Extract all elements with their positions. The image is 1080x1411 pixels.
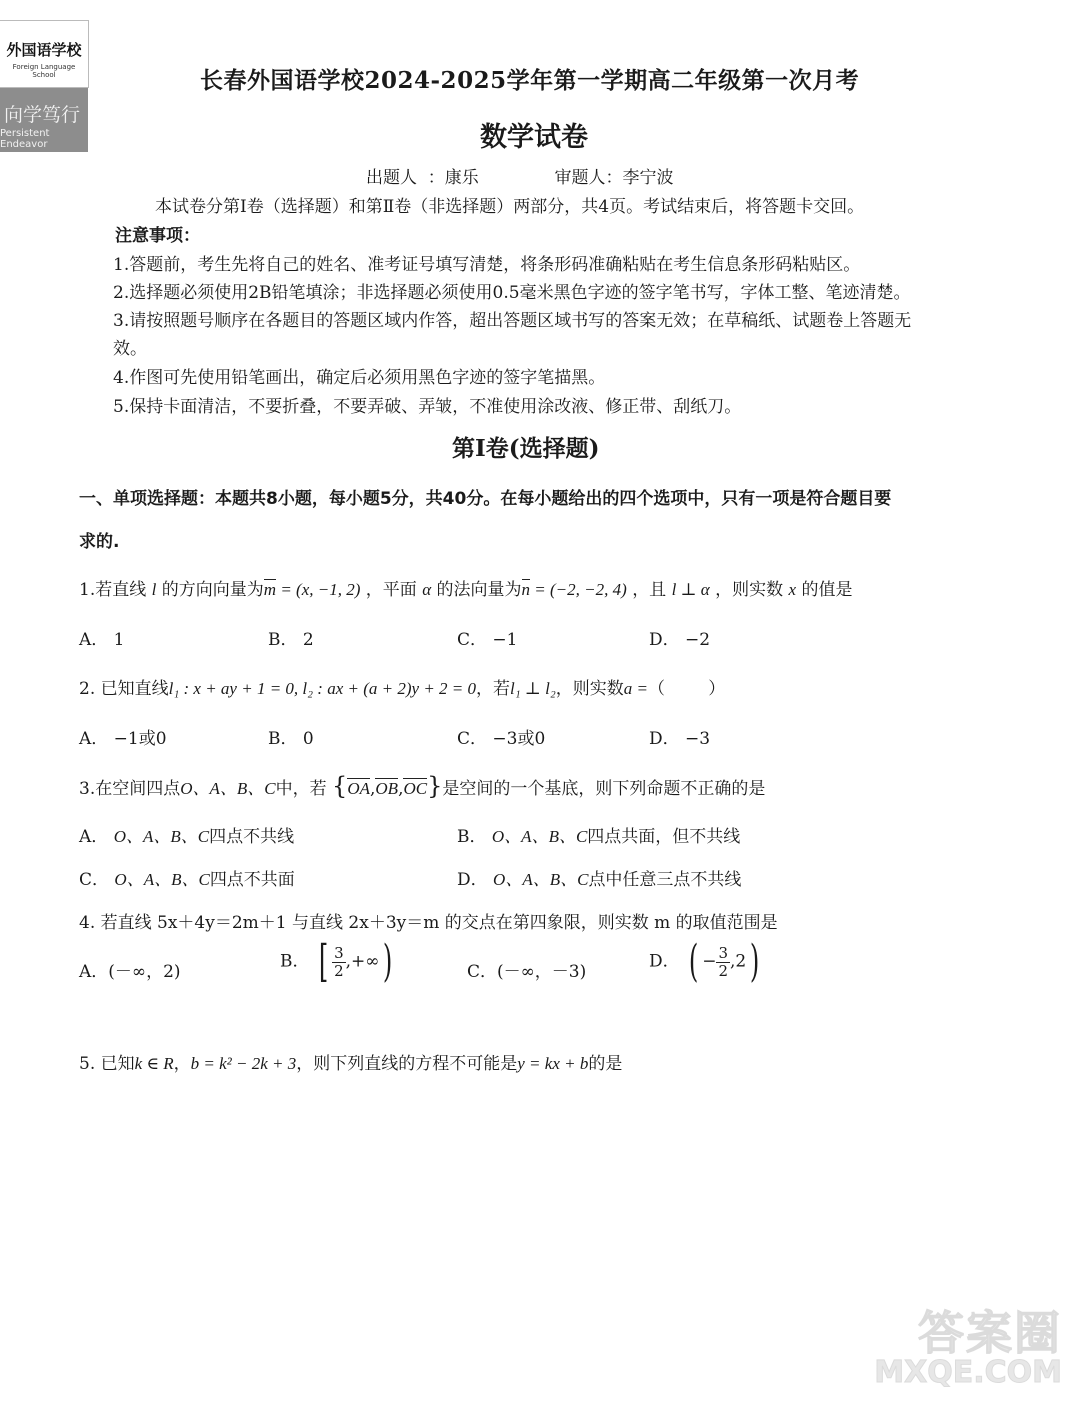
exam-intro: 本试卷分第Ⅰ卷（选择题）和第Ⅱ卷（非选择题）两部分，共4页。考试结束后，将答题卡交回。 xyxy=(155,197,865,217)
question-3: 3.在空间四点O、A、B、C中，若 {OA,OB,OC}是空间的一个基底，则下列命题不正确的是 xyxy=(79,772,766,800)
motto-english: Persistent Endeavor xyxy=(0,128,50,150)
watermark-text-en: MXQE.COM xyxy=(874,1355,1062,1390)
notes-heading: 注意事项： xyxy=(115,226,200,246)
vector-oc: OC xyxy=(403,779,428,798)
school-logo-name: 外国语学校 xyxy=(6,41,82,59)
note-item: 效。 xyxy=(113,339,147,359)
section-instructions-line1: 一、单项选择题：本题共8小题，每小题5分，共40分。在每小题给出的四个选项中，只有一项是符合题目要 xyxy=(79,489,892,509)
q1-option-a: A． 1 xyxy=(79,630,125,650)
vector-m: m xyxy=(263,580,277,599)
vector-oa: OA xyxy=(347,779,370,798)
school-motto xyxy=(0,88,88,152)
note-item: 3.请按照题号顺序在各题目的答题区域内作答，超出答题区域书写的答案无效；在草稿纸、试题卷上答题无 xyxy=(113,311,912,331)
question-2: 2. 已知直线l₁ : x + ay + 1 = 0, l₂ : ax + (a + 2)y + 2 = 0，若l₁ ⊥ l₂，则实数a =（ ） xyxy=(79,679,726,699)
question-4: 4. 若直线 5x＋4y＝2m＋1 与直线 2x＋3y＝m 的交点在第四象限，则实数 m 的取值范围是 xyxy=(79,913,778,933)
watermark-text-cn: 答案圈 xyxy=(918,1306,1062,1360)
vector-n: n xyxy=(521,580,531,599)
q3-option-c: C． O、A、B、C四点不共面 xyxy=(79,870,295,890)
question-1: 1.若直线 l 的方向向量为m = (x, −1, 2) ，平面 α 的法向量为n = (−2, −2, 4) ，且 l ⊥ α ，则实数 x 的值是 xyxy=(79,580,853,600)
q2-option-c: C． −3或0 xyxy=(457,729,546,749)
section-instructions-line2: 求的. xyxy=(79,532,120,552)
q1-option-d: D． −2 xyxy=(649,630,711,650)
school-logo xyxy=(0,20,89,88)
note-item: 5.保持卡面清洁，不要折叠，不要弄破、弄皱，不准使用涂改液、修正带、刮纸刀。 xyxy=(113,397,742,417)
q3-option-a: A． O、A、B、C四点不共线 xyxy=(79,827,295,847)
question-5: 5. 已知k ∈ R，b = k² − 2k + 3，则下列直线的方程不可能是y = kx + b的是 xyxy=(79,1054,623,1074)
watermark xyxy=(874,1297,1062,1397)
q1-option-c: C． −1 xyxy=(457,630,518,650)
q2-option-d: D． −3 xyxy=(649,729,711,749)
part1-title: 第Ⅰ卷(选择题) xyxy=(452,435,600,462)
exam-subject: 数学试卷 xyxy=(480,122,588,153)
motto-chinese: 向学笃行 xyxy=(4,104,81,126)
school-logo-english: Foreign Language School xyxy=(12,63,76,79)
q4-option-b: B． [ $\frac{3}{2}$ ,+∞) xyxy=(280,936,393,987)
q1-option-b: B． 2 xyxy=(268,630,314,650)
exam-authors: 出题人 ：康乐 审题人：李宁波 xyxy=(366,168,674,188)
fraction: $\frac{3}{2}$ xyxy=(334,943,344,980)
q4-option-c: C．(－∞，－3) xyxy=(467,962,587,982)
q2-option-b: B． 0 xyxy=(268,729,314,749)
q4-option-a: A．(－∞，2) xyxy=(79,962,181,982)
note-item: 1.答题前，考生先将自己的姓名、准考证号填写清楚，将条形码准确粘贴在考生信息条形码粘贴区。 xyxy=(113,255,861,275)
exam-title: 长春外国语学校2024-2025学年第一学期高二年级第一次月考 xyxy=(200,67,860,94)
vector-ob: OB xyxy=(375,779,399,798)
note-item: 2.选择题必须使用2B铅笔填涂；非选择题必须使用0.5毫米黑色字迹的签字笔书写，字体工整、笔迹清楚。 xyxy=(113,283,911,303)
q2-option-a: A． −1或0 xyxy=(79,729,167,749)
q3-option-b: B． O、A、B、C四点共面，但不共线 xyxy=(457,827,741,847)
q3-option-d: D． O、A、B、C点中任意三点不共线 xyxy=(457,870,742,890)
fraction: $\frac{3}{2}$ xyxy=(718,943,729,980)
q4-option-d: D． ( − $\frac{3}{2}$ ,2) xyxy=(649,936,760,987)
note-item: 4.作图可先使用铅笔画出，确定后必须用黑色字迹的签字笔描黑。 xyxy=(113,368,606,388)
